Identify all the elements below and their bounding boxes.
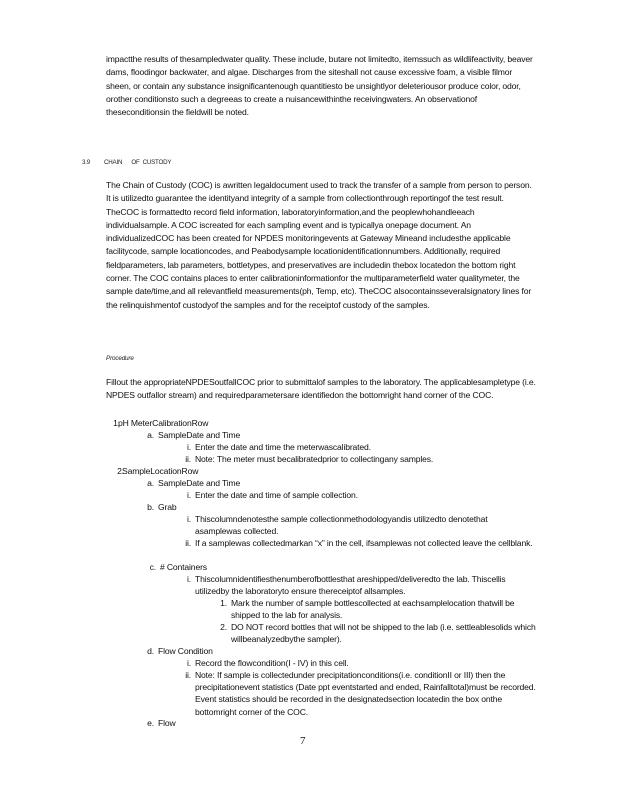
list-item-text: SampleLocationRow (122, 466, 199, 476)
list-marker: 2. (220, 622, 227, 632)
list-item-text: If a samplewas collectedmarkan “x” in the cell, ifsamplewas not collected leave the cellblank. (195, 538, 533, 548)
list-marker: 1. (220, 598, 227, 608)
list-item-text: Flow (158, 718, 176, 728)
list-marker: i. (187, 490, 191, 500)
list-item-text: Flow Condition (158, 646, 213, 656)
list-item (185, 453, 540, 465)
list-item-text: DO NOT record bottles that will not be shipped to the lab (i.e. settleablesolids which willbeanalyzedbythe sampler). (231, 622, 536, 645)
list-item (187, 573, 540, 597)
list-item (187, 441, 540, 453)
list-marker: i. (187, 658, 191, 668)
list-item (117, 465, 522, 477)
list-marker: 2. (117, 466, 124, 476)
list-item (185, 537, 540, 549)
section-number: 3.9 (82, 159, 91, 166)
list-item (147, 717, 538, 729)
list-item (147, 477, 538, 489)
list-item (113, 417, 518, 429)
list-item (147, 501, 538, 513)
list-item (220, 597, 541, 621)
list-item-text: Enter the date and time of sample collection. (195, 490, 358, 500)
list-item (149, 561, 540, 573)
list-item (187, 513, 530, 537)
procedure-heading: Procedure (106, 355, 134, 362)
list-marker: a. (147, 478, 154, 488)
list-item-text: Note: The meter must becalibratedprior to collectingany samples. (195, 454, 434, 464)
list-item-text: Grab (158, 502, 177, 512)
list-marker: 1. (113, 418, 120, 428)
list-marker: d. (147, 646, 154, 656)
list-item (185, 669, 540, 718)
list-marker: ii. (185, 538, 191, 548)
list-marker: e. (147, 718, 154, 728)
list-marker: i. (187, 574, 191, 584)
list-item-text: SampleDate and Time (158, 478, 241, 488)
page-number: 7 (300, 735, 306, 747)
list-marker: c. (149, 562, 156, 572)
list-item (187, 489, 540, 501)
list-item-text: Enter the date and time the meterwascalibrated. (195, 442, 371, 452)
list-marker: b. (147, 502, 154, 512)
list-marker: a. (147, 430, 154, 440)
list-item-text: SampleDate and Time (158, 430, 241, 440)
list-item-text: Mark the number of sample bottlescollected at eachsamplelocation thatwill be shipped to the lab for analysis. (231, 598, 515, 621)
list-item-text: # Containers (160, 562, 207, 572)
list-item-text: Record the flowcondition(I - IV) in this cell. (195, 658, 349, 668)
list-marker: i. (187, 442, 191, 452)
list-item-text: Thiscolumnidentifiesthenumberofbottlesthat areshipped/deliveredto the lab. Thiscellis utilizedby the laboratoryto ensure thereceiptof allsamples. (195, 574, 506, 597)
list-marker: ii. (185, 670, 191, 680)
list-item (147, 645, 538, 657)
list-item-text: pH MeterCalibrationRow (118, 418, 209, 428)
list-marker: i. (187, 514, 191, 524)
list-item (147, 429, 538, 441)
section-body-paragraph: The Chain of Custody (COC) is awritten legaldocument used to track the transfer of a sample from person to person. It is utilizedto guarantee the identityand integrity of a sample from collectionthrough reportingof the test result. TheCOC is formattedto record field information, laboratoryinformation,and the peoplewhohandleeach individualsample. A COC iscreated for each sampling event and is typicallya onepage document. An individualizedCOC has been created for NPDES monitoringevents at Gateway Mineand includesthe applicable facilitycode, sample locationcodes, and Peabodysample locationidentificationnumbers. Additionally, required fieldparameters, lab parameters, bottletypes, and preservatives are includedin thebox locatedon the bottom right corner. The COC contains places to enter calibrationinformationfor the multiparameterfield water qualitymeter, the sample date/time,and all relevantfield measurements(ph, Temp, etc). TheCOC alsocontainsseveralsignatory lines for the relinquishmentof custodyof the samples and for the receiptof custody of the samples. (106, 180, 532, 310)
section-title: CHAIN OF CUSTODY (104, 159, 172, 166)
list-item-text: Note: If sample is collectedunder precipitationconditions(i.e. conditionII or III) then the precipitationevent statistics (Date ppt eventstarted and ended, Rainfalltotal)must be recorded. Event statistics should be recorded in the designatedsection locatedin the box onthe bottomright corner of the COC. (195, 670, 536, 717)
list-marker: ii. (185, 454, 191, 464)
list-item (187, 657, 540, 669)
intro-paragraph: impactthe results of thesampledwater quality. These include, butare not limitedto, itemssuch as wildlifeactivity, beaver dams, floodingor backwater, and algae. Discharges from the siteshall not cause excessive foam, a visible filmor sheen, or contain any substance insignificantenough quantitiesto be unsightlyor deleteriousor produce color, odor, orother conditionsto such a degreeas to create a nuisancewithinthe receivingwaters. An observationof theseconditionsin the fieldwill be noted. (106, 54, 533, 118)
list-item (220, 621, 541, 645)
list-item-text: Thiscolumndenotesthe sample collectionmethodologyandis utilizedto denotethat asamplewas collected. (195, 514, 488, 537)
procedure-intro-paragraph: Fillout the appropriateNPDESoutfallCOC prior to submittalof samples to the laboratory. The applicablesampletype (i.e. NPDES outfallor stream) and requiredparametersare identifiedon the bottomright hand corner of the COC. (106, 377, 536, 401)
